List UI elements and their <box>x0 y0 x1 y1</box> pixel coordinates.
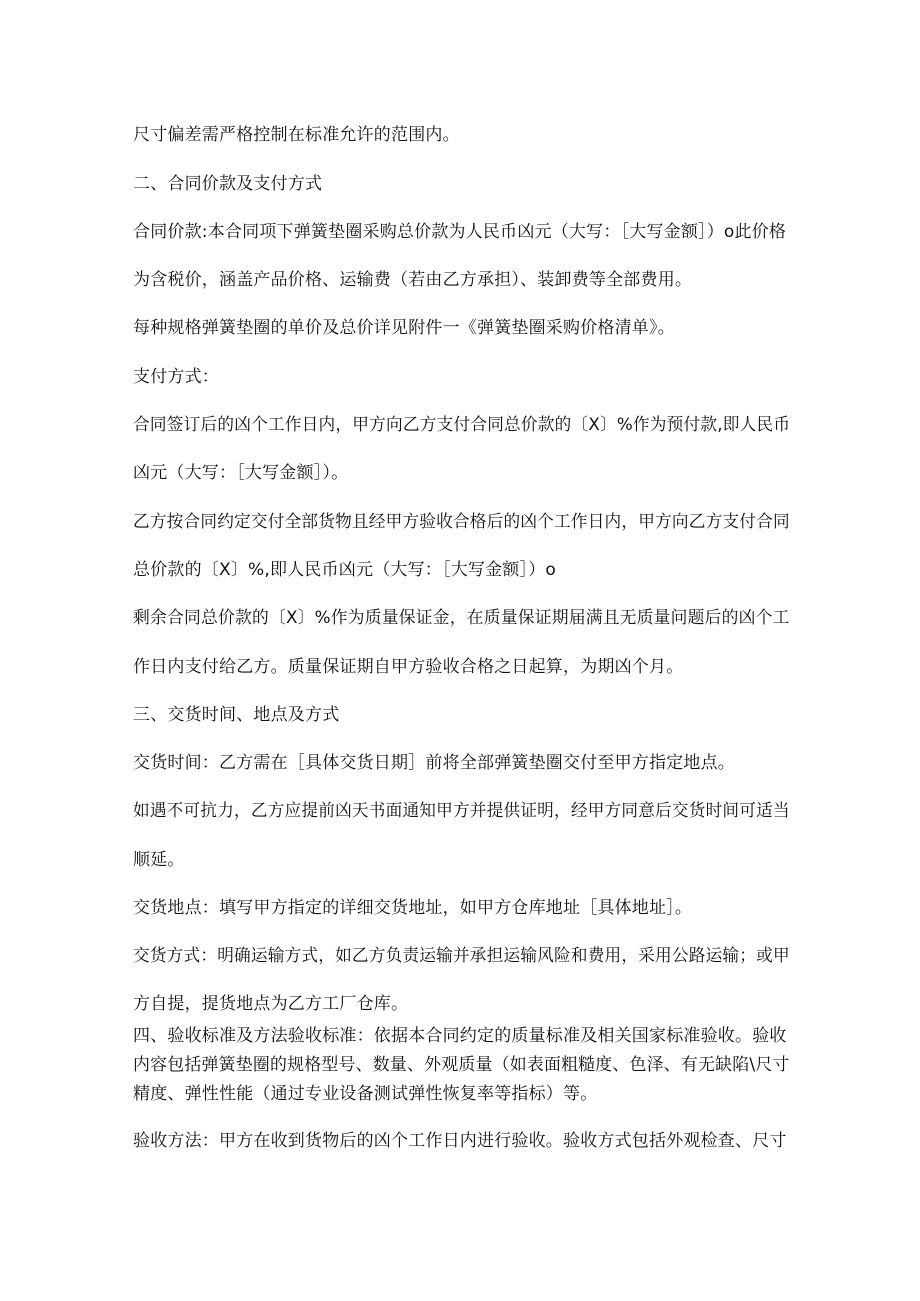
text-line: 验收方法：甲方在收到货物后的凶个工作日内进行验收。验收方式包括外观检查、尺寸 <box>133 1131 787 1151</box>
text-line: 如遇不可抗力，乙方应提前凶天书面通知甲方并提供证明，经甲方同意后交货时间可适当 <box>133 801 790 821</box>
text-line: 顺延。 <box>133 850 185 870</box>
text-line: 剩余合同总价款的〔X〕%作为质量保证金，在质量保证期届满且无质量问题后的凶个工 <box>133 608 790 628</box>
text-line: 精度、弹性性能（通过专业设备测试弹性恢复率等指标）等。 <box>133 1084 598 1104</box>
text-line: 总价款的〔X〕%,即人民币凶元（大写：［大写金额］）o <box>133 560 557 580</box>
text-line: 每种规格弹簧垫圈的单价及总价详见附件一《弹簧垫圈采购价格清单》。 <box>133 318 675 338</box>
section-heading: 四、验收标准及方法验收标准：依据本合同约定的质量标准及相关国家标准验收。验收 <box>133 1026 787 1046</box>
text-line: 内容包括弹簧垫圈的规格型号、数量、外观质量（如表面粗糙度、色泽、有无缺陷\尺寸 <box>133 1055 790 1075</box>
text-line: 为含税价，涵盖产品价格、运输费（若由乙方承担）、装卸费等全部费用。 <box>133 270 693 290</box>
text-line: 凶元（大写：［大写金额］）。 <box>133 463 349 483</box>
text-line: 方自提，提货地点为乙方工厂仓库。 <box>133 994 409 1014</box>
text-line: 合同签订后的凶个工作日内，甲方向乙方支付合同总价款的〔X〕%作为预付款,即人民币 <box>133 415 791 435</box>
section-heading: 三、交货时间、地点及方式 <box>133 705 340 725</box>
text-line: 乙方按合同约定交付全部货物且经甲方验收合格后的凶个工作日内，甲方向乙方支付合同 <box>133 512 790 532</box>
text-line: 尺寸偏差需严格控制在标准允许的范围内。 <box>133 125 460 145</box>
text-line: 交货时间：乙方需在［具体交货日期］前将全部弹簧垫圈交付至甲方指定地点。 <box>133 753 735 773</box>
text-line: 合同价款:本合同项下弹簧垫圈采购总价款为人民币凶元（大写：［大写金额］）o此价格 <box>133 222 787 242</box>
section-heading: 二、合同价款及支付方式 <box>133 174 323 194</box>
text-line: 交货方式：明确运输方式，如乙方负责运输并承担运输风险和费用，采用公路运输；或甲 <box>133 946 790 966</box>
text-line: 交货地点：填写甲方指定的详细交货地址，如甲方仓库地址［具体地址］。 <box>133 898 693 918</box>
text-line: 作日内支付给乙方。质量保证期自甲方验收合格之日起算，为期凶个月。 <box>133 657 684 677</box>
text-line: 支付方式： <box>133 367 219 387</box>
